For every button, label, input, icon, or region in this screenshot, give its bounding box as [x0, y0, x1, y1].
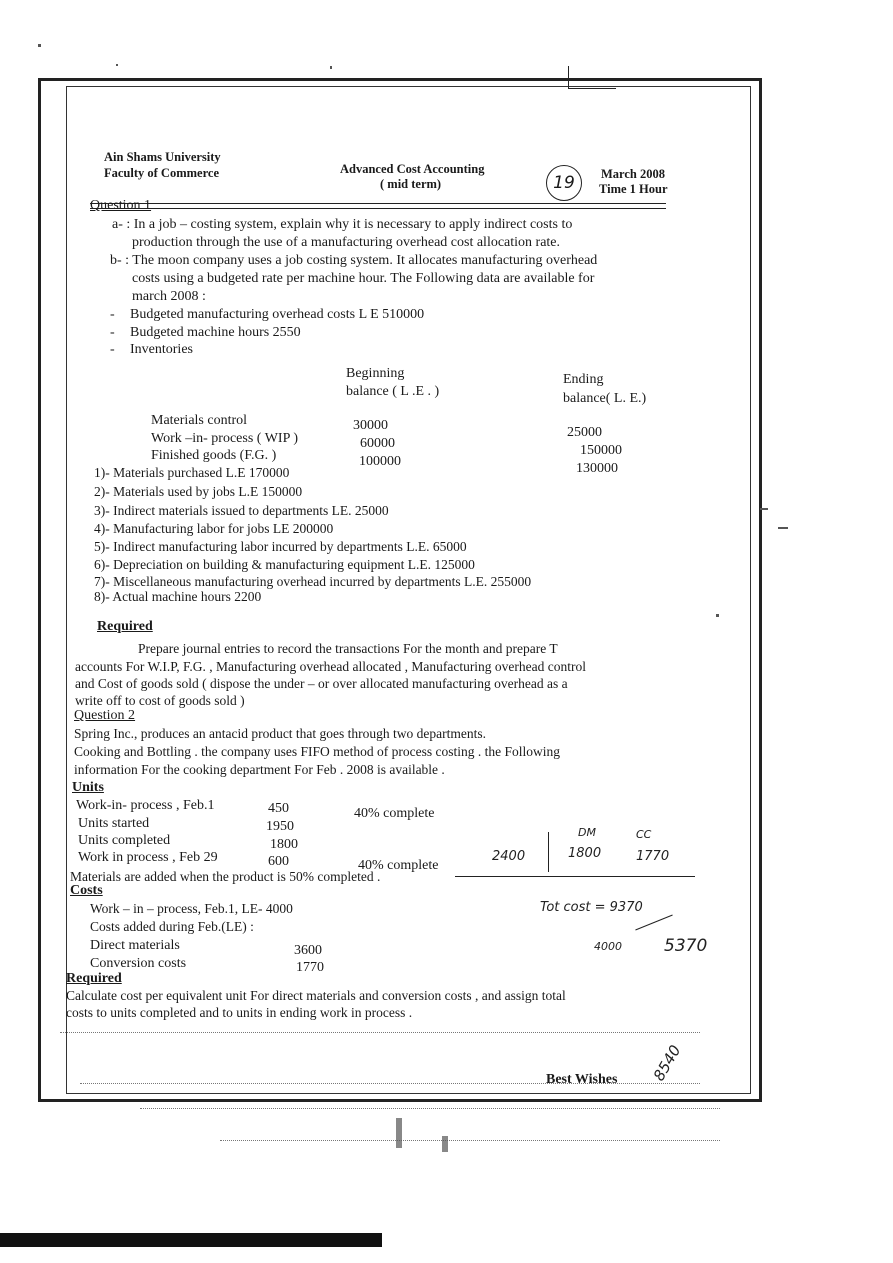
- question-1-title: Question 1: [90, 198, 152, 213]
- cost-row-label: Conversion costs: [90, 956, 187, 971]
- q2-intro-line2: Cooking and Bottling . the company uses FIFO method of process costing . the Following: [74, 744, 560, 759]
- scan-speck: [778, 527, 788, 529]
- q1-b-line2: costs using a budgeted rate per machine hour. The Following data are available for: [132, 271, 595, 286]
- q1-required-line2: accounts For W.I.P, F.G. , Manufacturing overhead allocated , Manufacturing overhead control: [75, 659, 587, 674]
- scan-speck: [760, 508, 768, 510]
- scan-speck: [38, 44, 41, 47]
- q2-required-line1: Calculate cost per equivalent unit For direct materials and conversion costs , and assign total: [66, 988, 566, 1003]
- q2-required-line2: costs to units completed and to units in ending work in process .: [66, 1005, 413, 1020]
- q1-required-line4: write off to cost of goods sold ): [75, 693, 245, 708]
- q1-item: 2)- Materials used by jobs L.E 150000: [94, 484, 303, 499]
- materials-note: Materials are added when the product is 50% completed .: [70, 869, 381, 884]
- question-2-title: Question 2: [74, 708, 136, 723]
- units-row-value: 1950: [266, 819, 294, 834]
- col-beginning-unit: balance ( L .E . ): [346, 384, 440, 399]
- scan-speck: [716, 614, 719, 617]
- bullet-dash: -: [110, 342, 115, 357]
- exam-duration: Time 1 Hour: [599, 182, 668, 196]
- q2-intro-line1: Spring Inc., produces an antacid product that goes through two departments.: [74, 726, 487, 741]
- q1-a-line2: production through the use of a manufacturing overhead cost allocation rate.: [132, 235, 561, 250]
- handwritten-total-cost: Tot cost = 9370: [540, 900, 643, 915]
- bullet-dash: -: [110, 325, 115, 340]
- handwritten-cc: CC: [636, 828, 652, 841]
- col-beginning-label: Beginning: [346, 366, 405, 381]
- inv-row-begin: 60000: [360, 436, 395, 451]
- handwritten-table-divider: [548, 832, 549, 872]
- inv-row-end: 150000: [580, 443, 622, 458]
- scan-noise-line: [220, 1140, 720, 1141]
- scan-speck: [442, 1136, 448, 1152]
- wip-cost-line: Work – in – process, Feb.1, LE- 4000: [90, 901, 293, 916]
- units-row-label: Units completed: [78, 833, 171, 848]
- q1-bullet-budget-overhead: Budgeted manufacturing overhead costs L E 510000: [130, 307, 425, 322]
- q1-item: 3)- Indirect materials issued to departments LE. 25000: [94, 503, 389, 518]
- q1-item: 1)- Materials purchased L.E 170000: [94, 465, 290, 480]
- exam-term: ( mid term): [380, 177, 442, 191]
- handwritten-dm: DM: [578, 826, 596, 839]
- cost-row-value: 1770: [296, 960, 324, 975]
- best-wishes: Best Wishes: [546, 1072, 618, 1087]
- inv-row-begin: 100000: [359, 454, 401, 469]
- q1-required-line3: and Cost of goods sold ( dispose the under – or over allocated manufacturing overhead as a: [75, 676, 568, 691]
- cost-row-label: Direct materials: [90, 938, 180, 953]
- handwritten-4000: 4000: [594, 940, 622, 953]
- q1-item: 4)- Manufacturing labor for jobs LE 200000: [94, 521, 334, 536]
- col-ending-label: Ending: [563, 372, 604, 387]
- q1-item: 8)- Actual machine hours 2200: [94, 589, 262, 604]
- inv-row-label: Materials control: [151, 413, 248, 428]
- inv-row-label: Work –in- process ( WIP ): [151, 431, 299, 446]
- q1-item: 5)- Indirect manufacturing labor incurred by departments L.E. 65000: [94, 539, 467, 554]
- q1-a-line1: a- : In a job – costing system, explain why it is necessary to apply indirect costs to: [112, 217, 573, 232]
- q1-item: 7)- Miscellaneous manufacturing overhead incurred by departments L.E. 255000: [94, 574, 532, 589]
- corner-mark-horizontal: [568, 88, 616, 89]
- units-row-label: Work in process , Feb 29: [78, 850, 218, 865]
- q1-bullet-machine-hours: Budgeted machine hours 2550: [130, 325, 301, 340]
- scan-speck: [116, 64, 118, 66]
- scan-noise-line: [80, 1083, 700, 1084]
- inv-row-label: Finished goods (F.G. ): [151, 448, 277, 463]
- q2-intro-line3: information For the cooking department For Feb . 2008 is available .: [74, 762, 445, 777]
- scan-speck: [396, 1118, 402, 1148]
- units-row-label: Units started: [78, 816, 150, 831]
- q1-item: 6)- Depreciation on building & manufacturing equipment L.E. 125000: [94, 557, 475, 572]
- inv-row-begin: 30000: [353, 418, 388, 433]
- university-name: Ain Shams University: [104, 150, 221, 164]
- inv-row-end: 130000: [576, 461, 618, 476]
- cost-row-value: 3600: [294, 943, 322, 958]
- handwritten-table-rule: [455, 876, 695, 877]
- q1-required-title: Required: [97, 619, 153, 634]
- handwritten-5370: 5370: [664, 936, 708, 956]
- grade-mark: 19: [546, 165, 582, 201]
- exam-date: March 2008: [601, 167, 665, 181]
- costs-title: Costs: [70, 883, 103, 898]
- scan-speck: [330, 66, 332, 69]
- units-row-label: Work-in- process , Feb.1: [76, 798, 215, 813]
- scan-bottom-bar: [0, 1233, 382, 1247]
- header-rule-2: [90, 208, 666, 209]
- q1-b-line3: march 2008 :: [132, 289, 206, 304]
- col-ending-unit: balance( L. E.): [563, 391, 647, 406]
- q1-required-line1: Prepare journal entries to record the transactions For the month and prepare T: [138, 641, 558, 656]
- units-title: Units: [72, 780, 104, 795]
- scan-noise-line: [60, 1032, 700, 1033]
- course-title: Advanced Cost Accounting: [340, 162, 485, 176]
- bullet-dash: -: [110, 307, 115, 322]
- header-rule-1: [90, 203, 666, 204]
- q1-b-line1: b- : The moon company uses a job costing system. It allocates manufacturing overhead: [110, 253, 598, 268]
- handwritten-dm-value: 1800: [568, 846, 602, 861]
- handwritten-2400: 2400: [492, 849, 526, 864]
- units-row-value: 600: [268, 854, 289, 869]
- q2-required-title: Required: [66, 971, 122, 986]
- units-row-value: 450: [268, 801, 289, 816]
- inv-row-end: 25000: [567, 425, 602, 440]
- handwritten-cc-value: 1770: [636, 849, 670, 864]
- costs-added-line: Costs added during Feb.(LE) :: [90, 919, 254, 934]
- corner-mark-vertical: [568, 66, 569, 88]
- faculty-name: Faculty of Commerce: [104, 166, 220, 180]
- units-row-value: 1800: [270, 837, 298, 852]
- q1-bullet-inventories: Inventories: [130, 342, 193, 357]
- handwritten-corner-number: 8540: [649, 1041, 685, 1085]
- scan-noise-line: [140, 1108, 720, 1109]
- units-row-note: 40% complete: [354, 806, 435, 821]
- units-row-note: 40% complete: [358, 858, 439, 873]
